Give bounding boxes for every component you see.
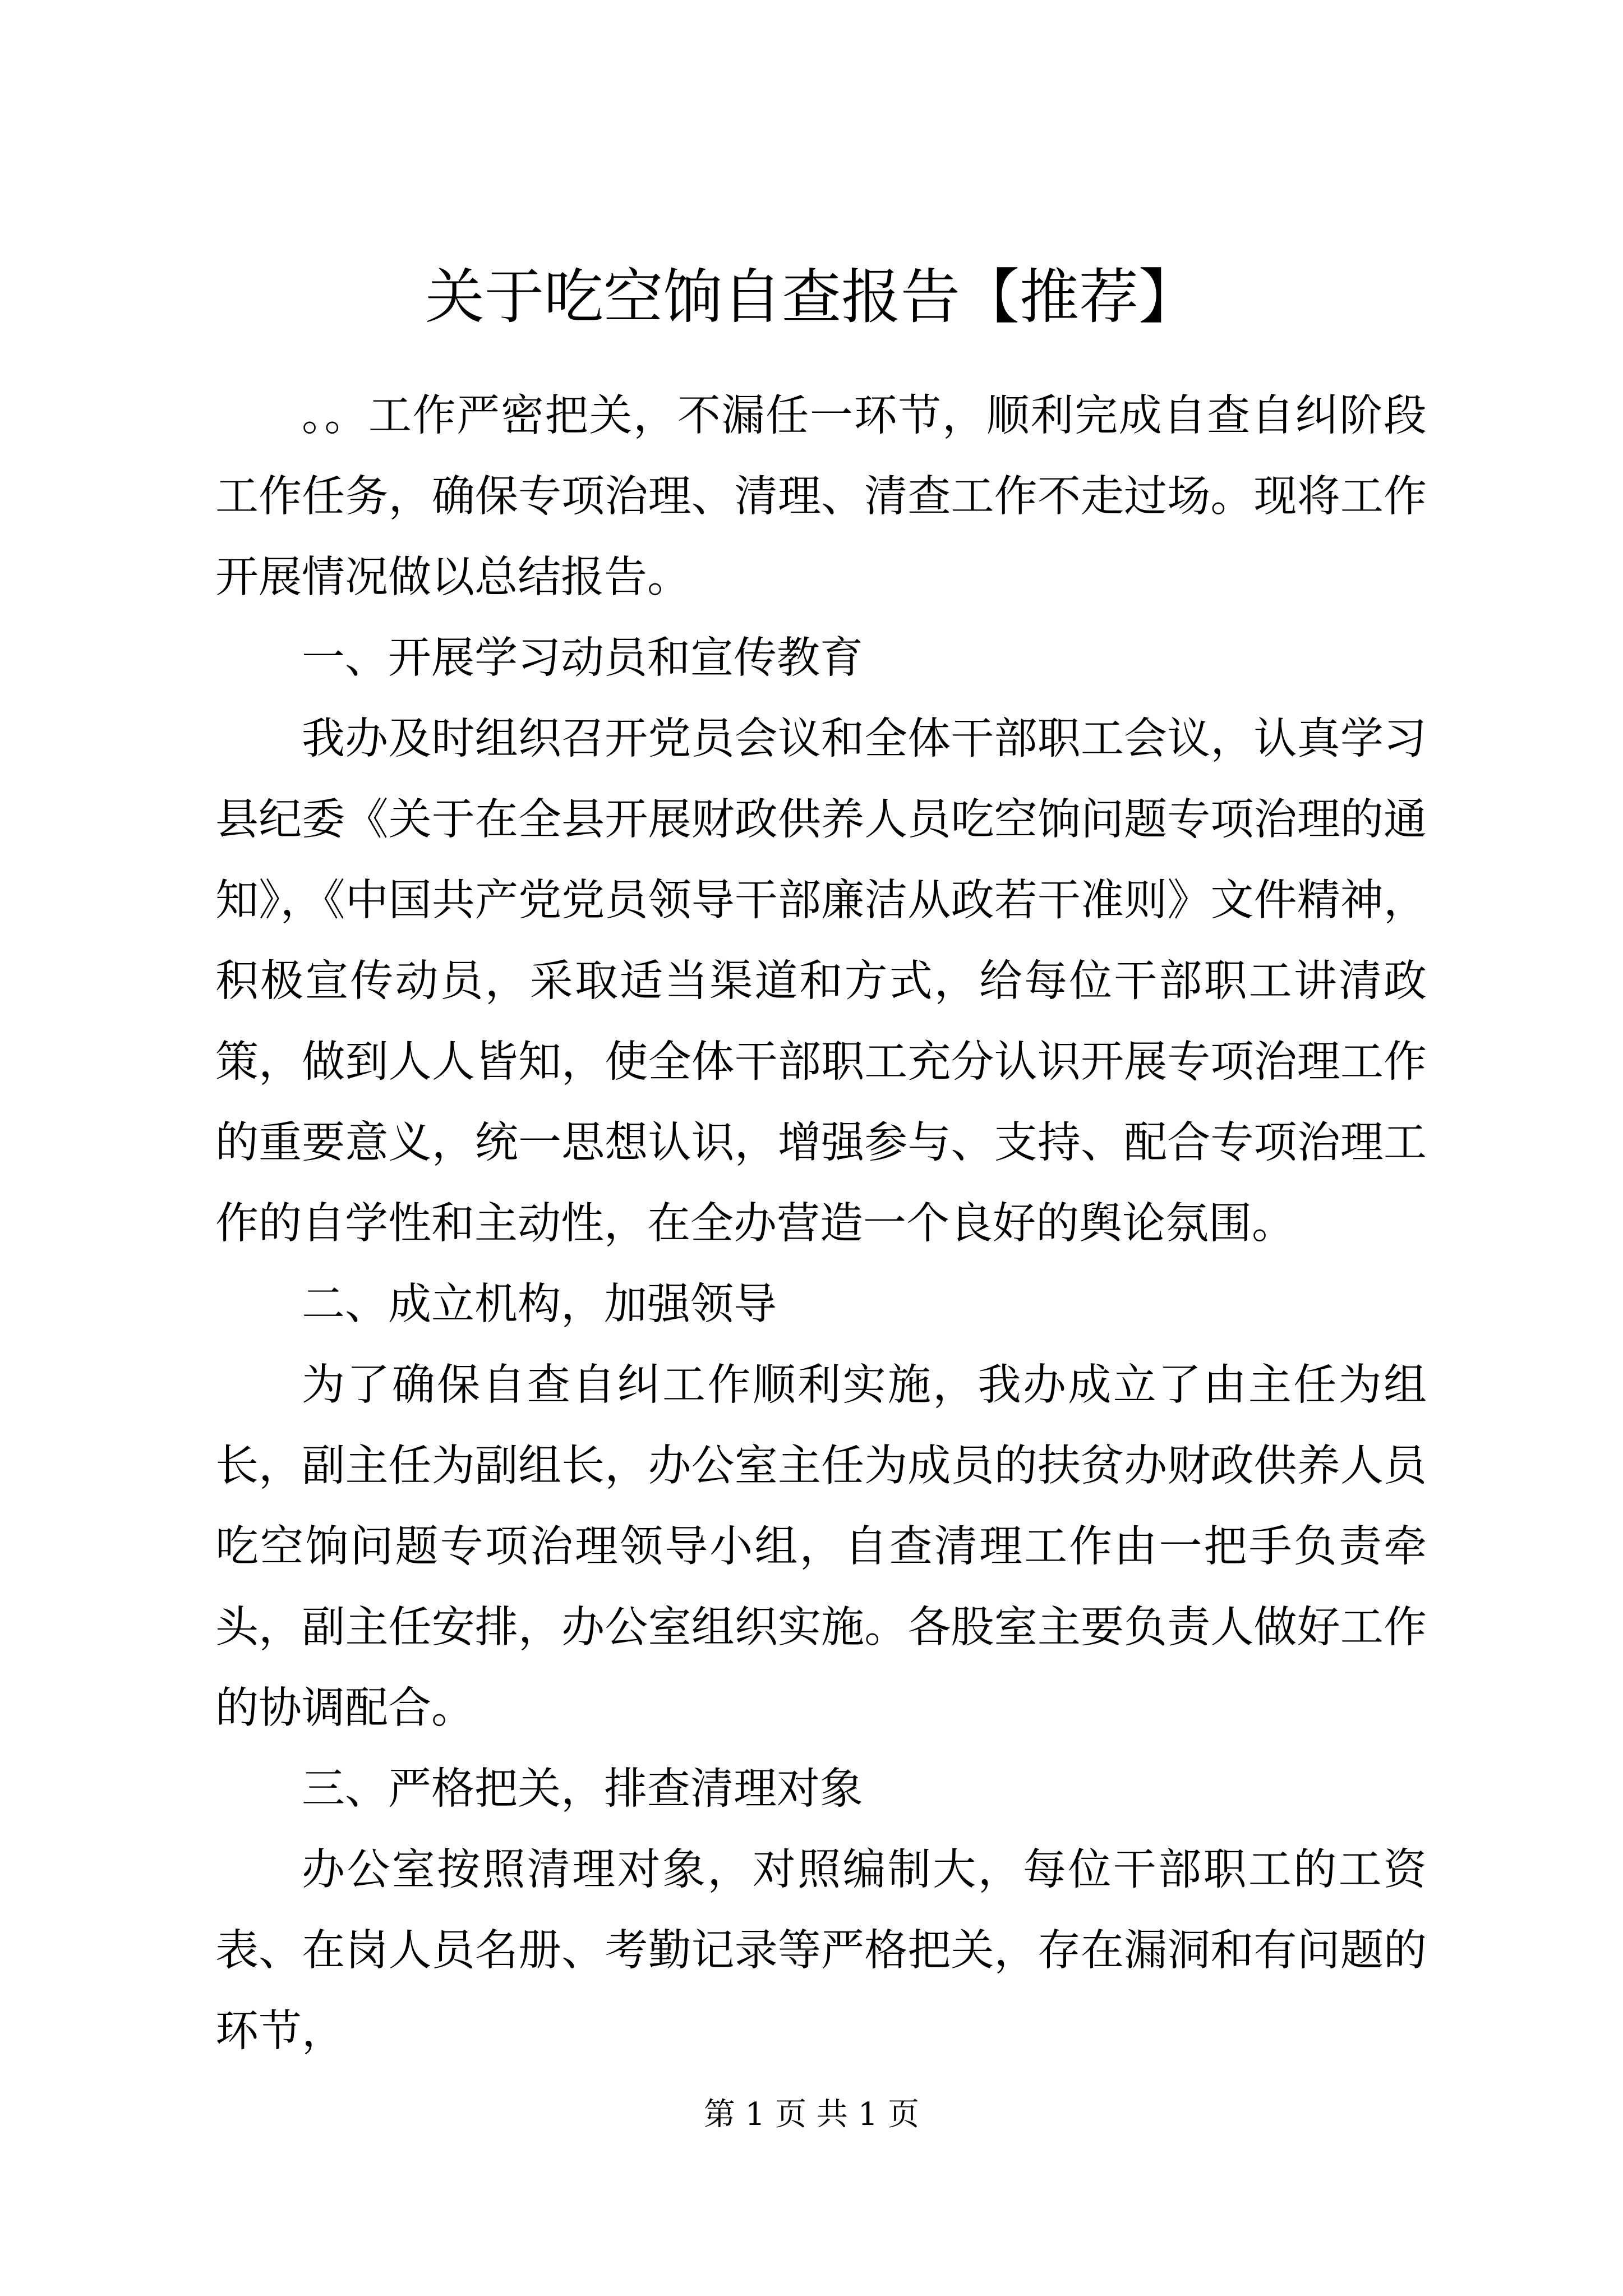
paragraph-section-1: 我办及时组织召开党员会议和全体干部职工会议，认真学习县纪委《关于在全县开展财政供养人员吃空饷问题专项治理的通知》，《中国共产党党员领导干部廉洁从政若干准则》文件精神，积极宣传动员，采取适当渠道和方式，给每位干部职工讲清政策，做到人人皆知，使全体干部职工充分认识开展专项治理工作的重要意义，统一思想认识，增强参与、支持、配合专项治理工作的自学性和主动性，在全办营造一个良好的舆论氛围。 [215, 714, 1427, 1249]
page-footer: 第 1 页 共 1 页 [703, 2096, 920, 2133]
document-body [215, 376, 1427, 2072]
document-title: 关于吃空饷自查报告【推荐】 [425, 263, 1198, 332]
section-heading-1: 一、开展学习动员和宣传教育 [302, 633, 863, 683]
section-heading-2: 二、成立机构，加强领导 [302, 1280, 777, 1329]
paragraph-intro: 。。工作严密把关，不漏任一环节，顺利完成自查自纠阶段工作任务，确保专项治理、清理、清查工作不走过场。现将工作开展情况做以总结报告。 [215, 391, 1427, 602]
section-heading-3: 三、严格把关，排查清理对象 [302, 1764, 863, 1814]
paragraph-section-2: 为了确保自查自纠工作顺利实施，我办成立了由主任为组长，副主任为副组长，办公室主任为成员的扶贫办财政供养人员吃空饷问题专项治理领导小组，自查清理工作由一把手负责牵头，副主任安排，办公室组织实施。各股室主要负责人做好工作的协调配合。 [215, 1360, 1427, 1733]
paragraph-section-3: 办公室按照清理对象，对照编制大，每位干部职工的工资表、在岗人员名册、考勤记录等严格把关，存在漏洞和有问题的环节， [215, 1845, 1427, 2056]
